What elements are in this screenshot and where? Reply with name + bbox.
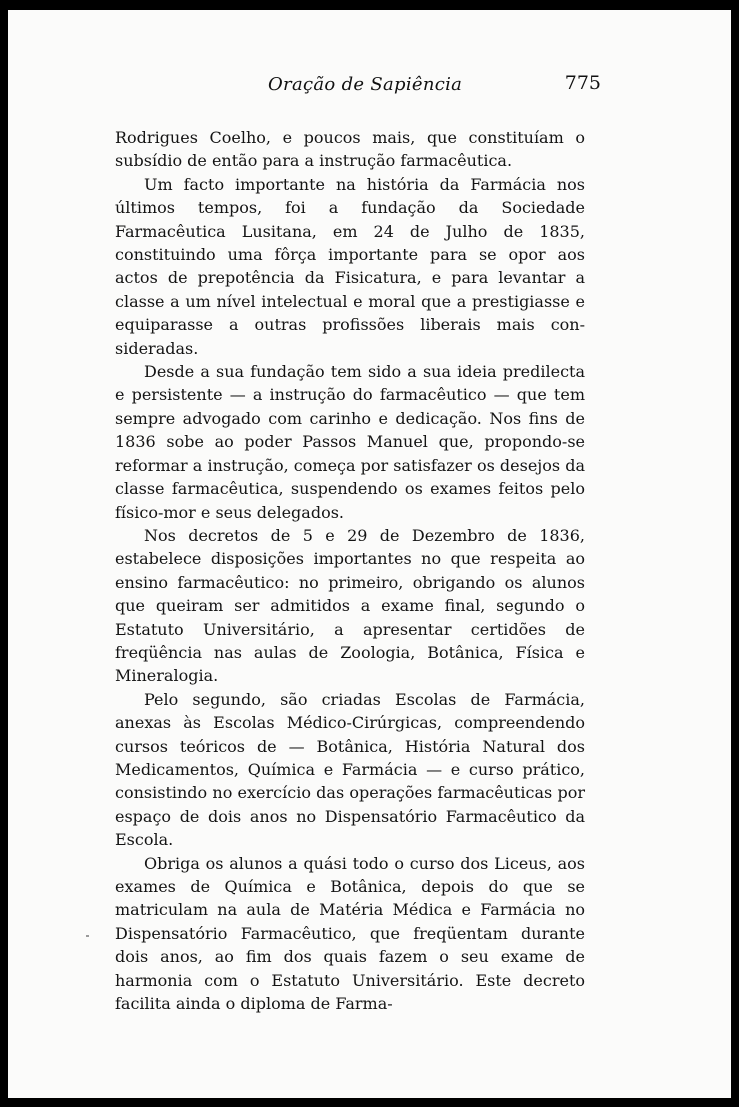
paragraph-2: Um facto importante na história da Farmácia nos últimos tempos, foi a fundação da Sociedade Farmacêutica Lusitana, em 24 de Julho de 1835, constituindo uma fôrça importante para se opor aos actos de prepotência da Fisicatura, e para levantar a classe a um nível intelectual e moral que a prestigiasse e equiparasse a outras profissões liberais mais consideradas. <box>115 174 585 358</box>
page-number: 775 <box>564 72 601 94</box>
paragraph-3: Desde a sua fundação tem sido a sua ideia predilecta e persistente — a instrução do farmacêutico — que tem sempre advogado com carinho e dedicação. Nos fins de 1836 sobe ao poder Passos Manuel que, propondo-se reformar a instrução, começa por satisfazer os desejos da classe farmacêutica, suspendendo os exames feitos pelo físico-mor e seus delegados. <box>115 362 585 522</box>
running-header <box>108 74 601 104</box>
header-title: Oração de Sapiência <box>268 74 463 95</box>
margin-speck <box>86 935 89 937</box>
paragraph-5: Pelo segundo, são criadas Escolas de Farmácia, anexas às Escolas Médico-Cirúrgicas, compreendendo cursos teóricos de — Botânica, História Natural dos Medicamentos, Química e Farmácia — e curso prático, consistindo no exercício das operações farmacêuticas por espaço de dois anos no Dispensatório Farmacêutico da Escola. <box>115 689 585 850</box>
paragraph-6: Obriga os alunos a quási todo o curso dos Liceus, aos exames de Química e Botânica, depois do que se matriculam na aula de Matéria Médica e Farmácia no Dispensatório Farmacêutico, que freqüentam durante dois anos, ao fim dos quais fazem o seu exame de harmonia com o Estatuto Universitário. Este decreto facilita ainda o diploma de Farma- <box>115 853 585 1014</box>
body-text <box>115 126 585 1015</box>
paragraph-4: Nos decretos de 5 e 29 de Dezembro de 1836, estabelece disposições importantes no que respeita ao ensino farmacêutico: no primeiro, obrigando os alunos que queiram ser admitidos a exame final, segundo o Estatuto Universitário, a apresentar certidões de freqüência nas aulas de Zoologia, Botânica, Física e Mineralogia. <box>115 525 585 686</box>
book-page <box>8 10 731 1098</box>
paragraph-1: Rodrigues Coelho, e poucos mais, que constituíam o subsídio de então para a instrução farmacêutica. <box>115 128 585 171</box>
